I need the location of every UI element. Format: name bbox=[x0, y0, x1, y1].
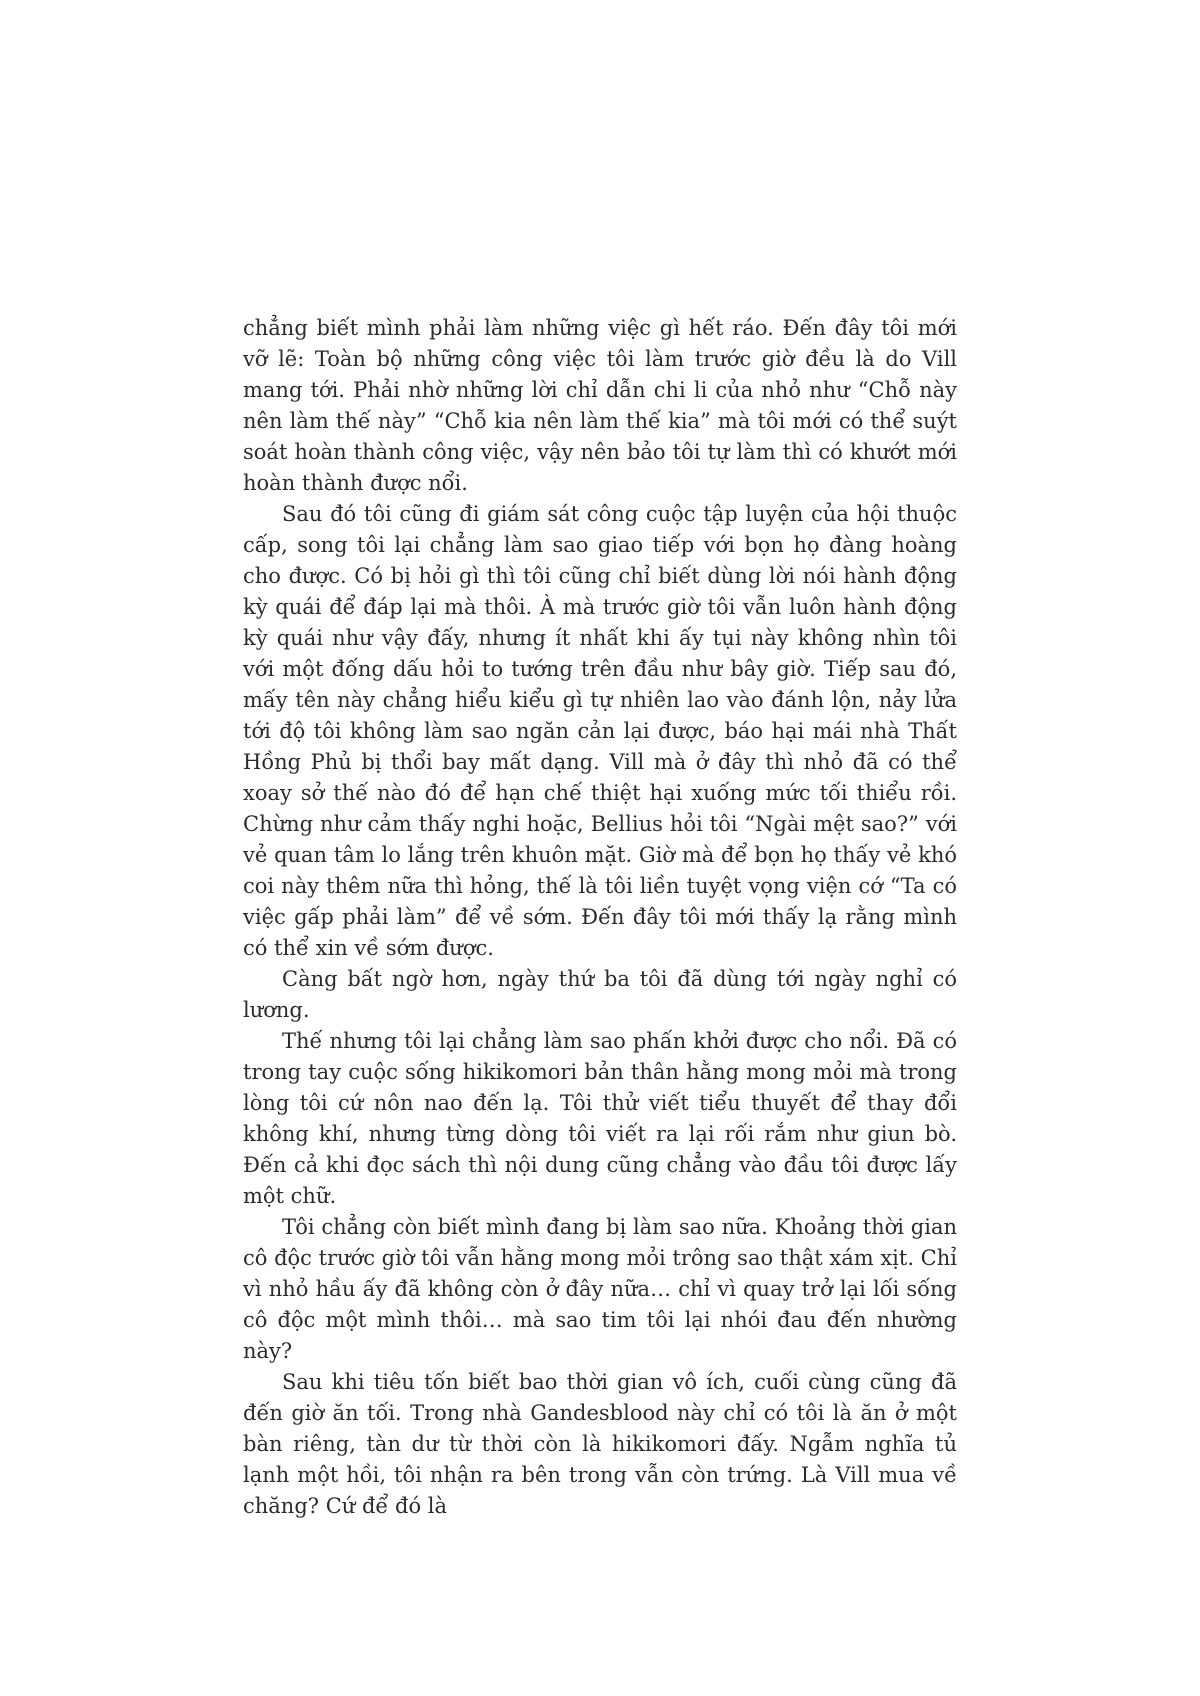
paragraph-6: Sau khi tiêu tốn biết bao thời gian vô ích, cuối cùng cũng đã đến giờ ăn tối. Trong nhà Gandesblood này chỉ có tôi là ăn ở một bàn riêng, tàn dư từ thời còn là hikikomori đấy. Ngẫm nghĩa tủ lạnh một hồi, tôi nhận ra bên trong vẫn còn trứng. Là Vill mua về chăng? Cứ để đó là bbox=[243, 1370, 957, 1518]
paragraph-4: Thế nhưng tôi lại chẳng làm sao phấn khởi được cho nổi. Đã có trong tay cuộc sống hikikomori bản thân hằng mong mỏi mà trong lòng tôi cứ nôn nao đến lạ. Tôi thử viết tiểu thuyết để thay đổi không khí, nhưng từng dòng tôi viết ra lại rối rắm như giun bò. Đến cả khi đọc sách thì nội dung cũng chẳng vào đầu tôi được lấy một chữ. bbox=[243, 1029, 957, 1208]
paragraph-5: Tôi chẳng còn biết mình đang bị làm sao nữa. Khoảng thời gian cô độc trước giờ tôi vẫn hằng mong mỏi trông sao thật xám xịt. Chỉ vì nhỏ hầu ấy đã không còn ở đây nữa… chỉ vì quay trở lại lối sống cô độc một mình thôi… mà sao tim tôi lại nhói đau đến nhường này? bbox=[243, 1215, 957, 1363]
paragraph-2: Sau đó tôi cũng đi giám sát công cuộc tập luyện của hội thuộc cấp, song tôi lại chẳng làm sao giao tiếp với bọn họ đàng hoàng cho được. Có bị hỏi gì thì tôi cũng chỉ biết dùng lời nói hành động kỳ quái để đáp lại mà thôi. À mà trước giờ tôi vẫn luôn hành động kỳ quái như vậy đấy, nhưng ít nhất khi ấy tụi này không nhìn tôi với một đống dấu hỏi to tướng trên đầu như bây giờ. Tiếp sau đó, mấy tên này chẳng hiểu kiểu gì tự nhiên lao vào đánh lộn, nảy lửa tới độ tôi không làm sao ngăn cản lại được, báo hại mái nhà Thất Hồng Phủ bị thổi bay mất dạng. Vill mà ở đây thì nhỏ đã có thể xoay sở thế nào đó để hạn chế thiệt hại xuống mức tối thiểu rồi. Chừng như cảm thấy nghi hoặc, Bellius hỏi tôi “Ngài mệt sao?” với vẻ quan tâm lo lắng trên khuôn mặt. Giờ mà để bọn họ thấy vẻ khó coi này thêm nữa thì hỏng, thế là tôi liền tuyệt vọng viện cớ “Ta có việc gấp phải làm” để về sớm. Đến đây tôi mới thấy lạ rằng mình có thể xin về sớm được. bbox=[243, 502, 957, 960]
paragraph-3: Càng bất ngờ hơn, ngày thứ ba tôi đã dùng tới ngày nghỉ có lương. bbox=[243, 967, 957, 1022]
body-text bbox=[243, 313, 957, 1522]
paragraph-1: chẳng biết mình phải làm những việc gì hết ráo. Đến đây tôi mới vỡ lẽ: Toàn bộ những công việc tôi làm trước giờ đều là do Vill mang tới. Phải nhờ những lời chỉ dẫn chi li của nhỏ như “Chỗ này nên làm thế này” “Chỗ kia nên làm thế kia” mà tôi mới có thể suýt soát hoàn thành công việc, vậy nên bảo tôi tự làm thì có khướt mới hoàn thành được nổi. bbox=[243, 316, 957, 495]
